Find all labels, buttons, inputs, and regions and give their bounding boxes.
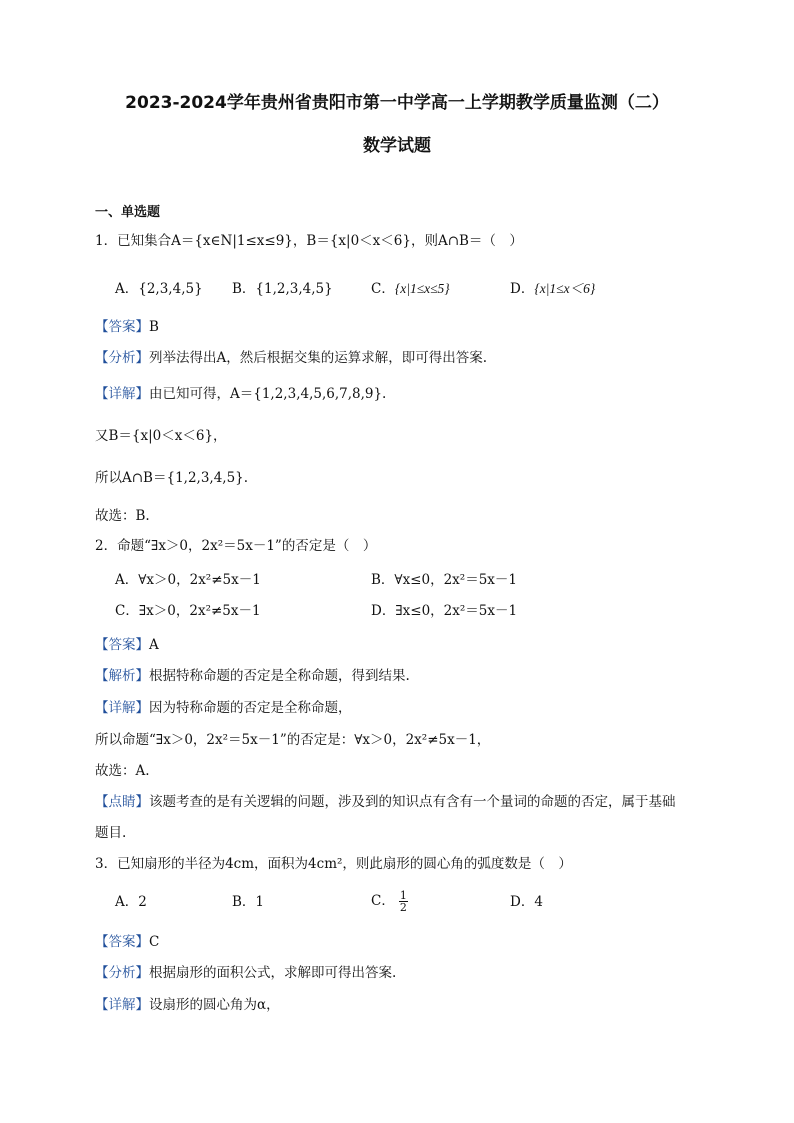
q2-option-c: C．∃x＞0，2x²≠5x－1 (115, 603, 261, 619)
q3-stem: 3．已知扇形的半径为4cm，面积为4cm²，则此扇形的圆心角的弧度数是（ ） (95, 856, 572, 872)
document-title: 2023-2024学年贵州省贵阳市第一中学高一上学期教学质量监测（二） (125, 93, 669, 113)
q2-option-d: D．∃x≤0，2x²＝5x－1 (371, 603, 518, 619)
q3-option-a: A．2 (115, 894, 147, 910)
q3-option-b: B．1 (232, 894, 265, 910)
document-subtitle: 数学试题 (363, 136, 431, 156)
q1-analysis: 【分析】列举法得出A，然后根据交集的运算求解，即可得出答案. (95, 350, 488, 366)
q2-comment: 【点睛】该题考查的是有关逻辑的问题，涉及到的知识点有含有一个量词的命题的否定，属于基础 (95, 794, 676, 810)
q2-answer: 【答案】A (95, 637, 159, 653)
q1-option-b: B．{1,2,3,4,5} (232, 281, 333, 297)
q3-answer: 【答案】C (95, 934, 160, 950)
q1-detail-line-c: 所以A∩B＝{1,2,3,4,5}. (95, 470, 249, 486)
q2-option-a: A．∀x＞0，2x²≠5x－1 (115, 572, 261, 588)
q1-answer: 【答案】B (95, 319, 159, 335)
q2-analysis: 【解析】根据特称命题的否定是全称命题，得到结果. (95, 668, 410, 684)
section-heading: 一、单选题 (95, 205, 161, 220)
q3-analysis: 【分析】根据扇形的面积公式，求解即可得出答案. (95, 965, 397, 981)
q2-detail: 【详解】因为特称命题的否定是全称命题， (95, 700, 352, 716)
fraction-one-half: $\frac{1}{2}$ (399, 889, 407, 914)
q2-choose: 故选：A. (95, 763, 150, 779)
q1-stem: 1．已知集合A＝{x∈N|1≤x≤9}，B＝{x|0＜x＜6}，则A∩B＝（ ） (95, 233, 523, 249)
q1-option-c: C．{x|1≤x≤5} (371, 281, 450, 297)
q1-detail-line-b: 又B＝{x|0＜x＜6}， (95, 428, 227, 444)
q1-detail: 【详解】由已知可得，A＝{1,2,3,4,5,6,7,8,9}. (95, 386, 387, 402)
q2-comment-cont: 题目. (95, 825, 127, 841)
q1-option-a: A．{2,3,4,5} (115, 281, 203, 297)
q2-stem: 2．命题“∃x＞0，2x²＝5x－1”的否定是（ ） (95, 538, 377, 554)
q3-detail: 【详解】设扇形的圆心角为α， (95, 997, 280, 1013)
q2-detail-line-b: 所以命题“∃x＞0，2x²＝5x－1”的否定是：∀x＞0，2x²≠5x－1， (95, 732, 491, 748)
q2-option-b: B．∀x≤0，2x²＝5x－1 (371, 572, 517, 588)
q3-option-c: C． $\frac{1}{2}$ (371, 889, 407, 914)
q1-option-d: D．{x|1≤x＜6} (510, 281, 596, 297)
q3-option-d: D．4 (510, 894, 543, 910)
q1-choose: 故选：B. (95, 508, 150, 524)
